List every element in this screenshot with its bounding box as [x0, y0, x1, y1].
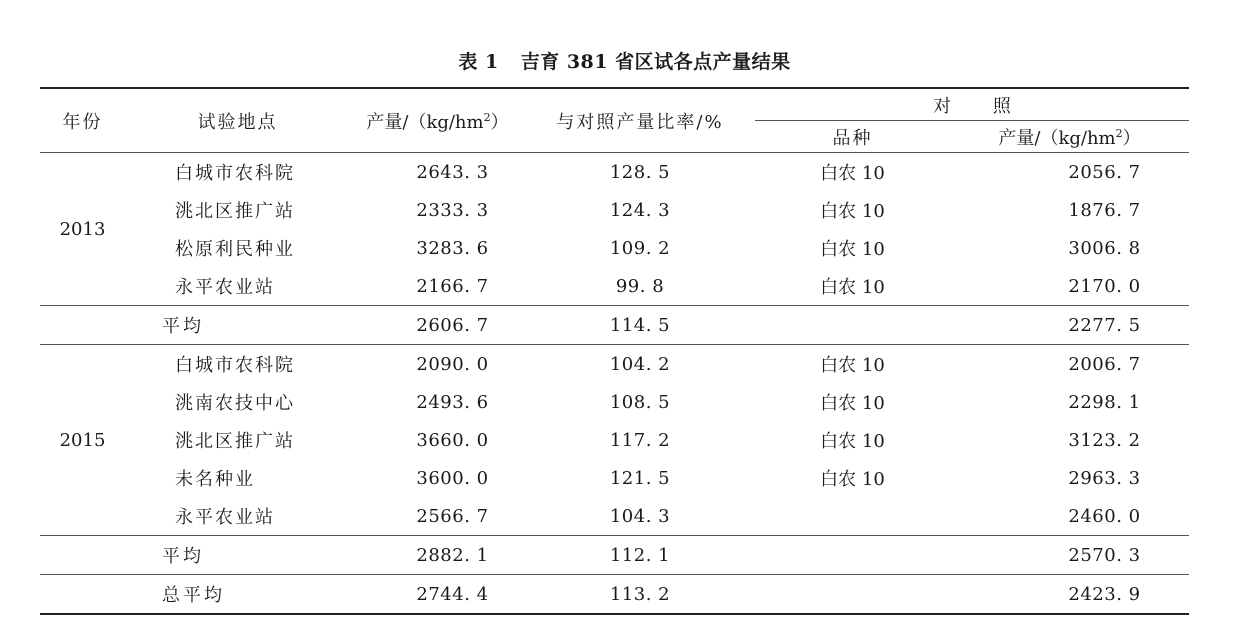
year-cell-empty: [40, 306, 125, 345]
table-number: 表 1: [458, 51, 499, 73]
table-row: [40, 191, 1189, 229]
variety-cell: 白农 10: [820, 239, 885, 260]
control-yield-cell: 1876. 7: [1068, 199, 1141, 221]
variety-cell: [755, 536, 950, 575]
variety-cell: 白农 10: [820, 393, 885, 414]
ratio-cell: 114. 5: [525, 306, 755, 345]
year-cell-empty: [40, 536, 125, 575]
variety-cell: 白农 10: [820, 431, 885, 452]
header-control-yield: 产量$/(kg/hm^2)$: [998, 126, 1141, 149]
ratio-cell: 112. 1: [525, 536, 755, 575]
yield-cell: 2882. 1: [350, 536, 525, 575]
variety-cell: 白农 10: [755, 153, 950, 192]
overall-average-label: 总平均: [125, 575, 350, 615]
yield-cell: 2606. 7: [350, 306, 525, 345]
table-row: [40, 229, 1189, 267]
site-cell: 白城市农科院: [125, 153, 350, 192]
yield-cell: 2166. 7: [416, 275, 489, 297]
table-row: [40, 497, 1189, 536]
variety-cell: 白农 10: [820, 277, 885, 298]
control-yield-cell: 2460. 0: [1068, 505, 1141, 527]
variety-cell: [755, 306, 950, 345]
average-row: [40, 536, 1189, 575]
ratio-cell: 104. 3: [609, 505, 671, 527]
yield-cell: 2090. 0: [350, 345, 525, 384]
control-yield-cell: 2570. 3: [950, 536, 1189, 575]
site-cell: 洮北区推广站: [175, 201, 295, 222]
site-cell: 永平农业站: [175, 277, 275, 298]
control-yield-cell: 2298. 1: [1068, 391, 1141, 413]
header-yield: 产量$/(kg/hm^2)$: [350, 88, 525, 153]
ratio-cell: 121. 5: [609, 467, 671, 489]
table-caption: [0, 47, 1249, 74]
table-body: [40, 153, 1189, 615]
ratio-cell: 99. 8: [615, 275, 665, 297]
control-yield-cell: 3123. 2: [1068, 429, 1141, 451]
variety-cell: 白农 10: [755, 345, 950, 384]
yield-cell: 2566. 7: [416, 505, 489, 527]
table-row: [40, 153, 1189, 192]
variety-cell: 白农 10: [820, 469, 885, 490]
yield-cell: 3660. 0: [416, 429, 489, 451]
ratio-cell: 109. 2: [609, 237, 671, 259]
yield-cell: 2744. 4: [350, 575, 525, 615]
control-yield-cell: 2963. 3: [1068, 467, 1141, 489]
average-label: 平均: [125, 536, 350, 575]
yield-cell: 2643. 3: [350, 153, 525, 192]
year-cell-empty: [40, 575, 125, 615]
table-row: [40, 421, 1189, 459]
site-cell: 白城市农科院: [125, 345, 350, 384]
ratio-cell: 113. 2: [525, 575, 755, 615]
header-year: 年份: [40, 88, 125, 153]
table-row: [40, 383, 1189, 421]
ratio-cell: 117. 2: [609, 429, 671, 451]
variety-cell: 白农 10: [820, 201, 885, 222]
table-row: [40, 267, 1189, 306]
table-row: [40, 345, 1189, 384]
control-yield-cell: 2006. 7: [950, 345, 1189, 384]
variety-cell: [755, 575, 950, 615]
yield-cell: 2333. 3: [416, 199, 489, 221]
yield-cell: 2493. 6: [416, 391, 489, 413]
site-cell: 永平农业站: [175, 507, 275, 528]
control-yield-cell: 2056. 7: [950, 153, 1189, 192]
control-yield-cell: 2277. 5: [950, 306, 1189, 345]
year-cell: 2013: [40, 153, 125, 306]
ratio-cell: 108. 5: [609, 391, 671, 413]
header-control: 对 照: [755, 88, 1189, 121]
header-site: 试验地点: [125, 88, 350, 153]
ratio-cell: 128. 5: [525, 153, 755, 192]
ratio-cell: 124. 3: [609, 199, 671, 221]
yield-results-table: [40, 87, 1189, 615]
table-row: [40, 459, 1189, 497]
yield-cell: 3600. 0: [416, 467, 489, 489]
site-cell: 松原利民种业: [175, 239, 295, 260]
yield-cell: 3283. 6: [416, 237, 489, 259]
control-yield-cell: 2423. 9: [950, 575, 1189, 615]
average-label: 平均: [125, 306, 350, 345]
year-cell: 2015: [40, 345, 125, 536]
header-ratio: 与对照产量比率/%: [525, 88, 755, 153]
header-variety: 品种: [832, 127, 873, 149]
control-yield-cell: 3006. 8: [1068, 237, 1141, 259]
variety-cell: [755, 497, 950, 536]
average-row: [40, 306, 1189, 345]
ratio-cell: 104. 2: [525, 345, 755, 384]
table-title: 吉育 381 省区试各点产量结果: [520, 51, 791, 73]
control-yield-cell: 2170. 0: [1068, 275, 1141, 297]
site-cell: 洮南农技中心: [175, 393, 295, 414]
table-header: [40, 88, 1189, 153]
site-cell: 洮北区推广站: [175, 431, 295, 452]
overall-average-row: [40, 575, 1189, 615]
site-cell: 未名种业: [175, 469, 255, 490]
